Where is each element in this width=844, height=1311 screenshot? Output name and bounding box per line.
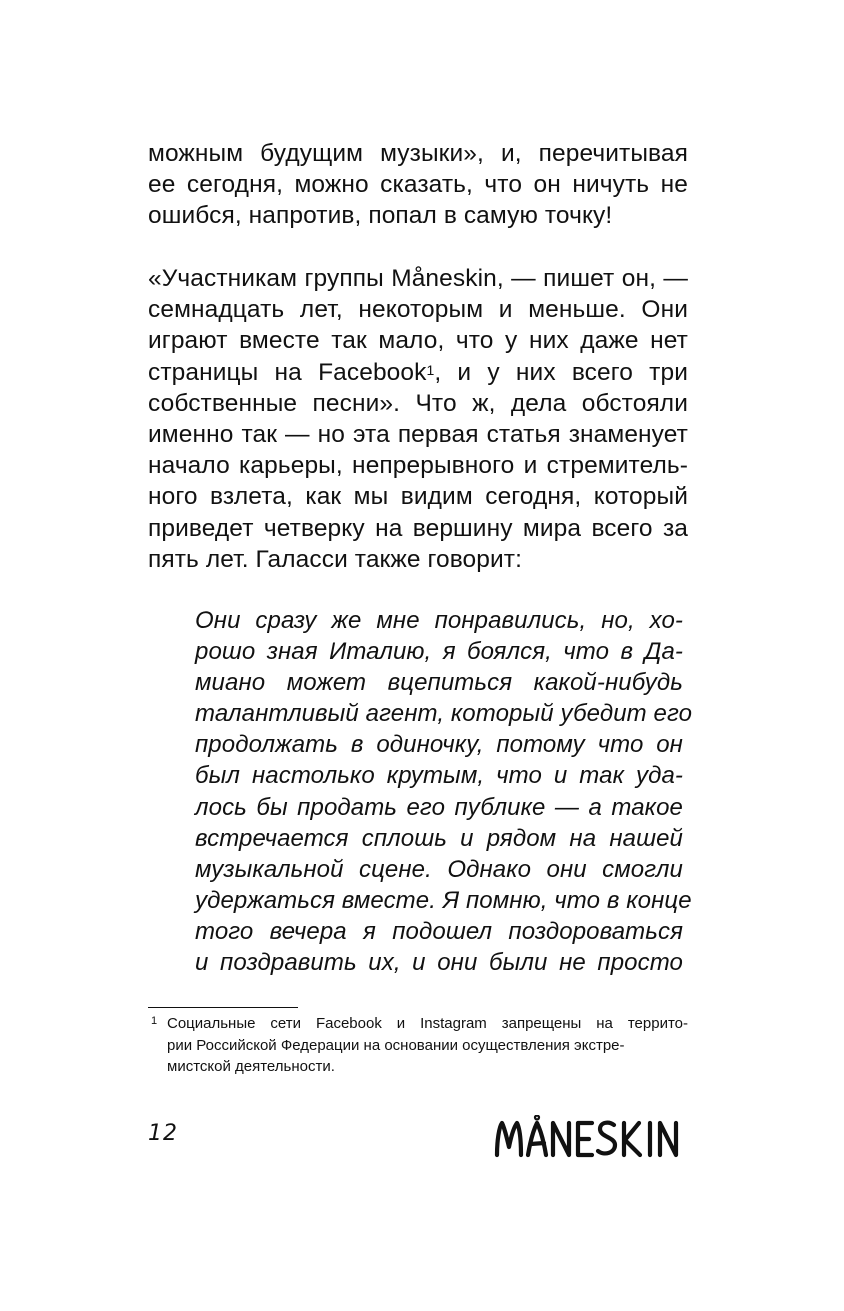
footnote-line [148, 1013, 688, 1035]
text-line: пять лет. Галасси также говорит: [148, 545, 523, 573]
footnote-line: мистской деятельности. [167, 1058, 335, 1075]
footnote-marker: 1 [151, 1015, 158, 1027]
quote-line: миано может вцепиться какой-нибудь [195, 669, 683, 697]
text-line: собственные песни». Что ж, дела обстояли [148, 389, 688, 417]
page-number: 12 [148, 1121, 178, 1146]
text-line: играют вместе так мало, что у них даже нет [148, 327, 688, 355]
text-line-with-footnote-ref [148, 357, 688, 388]
quote-line: лось бы продать его публике — а такое [195, 793, 683, 821]
quote-line: талантливый агент, который убедит его [195, 700, 693, 728]
footnote-line: рии Российской Федерации на основании осуществления экстре- [167, 1036, 625, 1054]
quote-line: и поздравить их, и они были не просто [195, 949, 683, 977]
block-quote [195, 605, 693, 978]
quote-line: Они сразу же мне понравились, но, хо- [195, 607, 683, 634]
quote-line: удержаться вместе. Я помню, что в конце [195, 886, 692, 914]
quote-line: музыкальной сцене. Однако они смогли [195, 855, 683, 883]
footnote-text: Социальные сети Facebook и Instagram запрещены на террито- [167, 1015, 688, 1032]
text-line: можным будущим музыки», и, перечитывая [148, 140, 688, 167]
footnote [148, 1013, 688, 1078]
text-line: начало карьеры, непрерывного и стремитель- [148, 452, 688, 480]
quote-line: был настолько крутым, что и так уда- [195, 762, 683, 790]
quote-line: того вечера я подошел поздороваться [195, 917, 683, 945]
maneskin-logo [494, 1115, 684, 1159]
text-line: ошибся, напротив, попал в самую точку! [148, 202, 613, 230]
body-paragraph-1 [148, 138, 688, 232]
text-line: семнадцать лет, некоторым и меньше. Они [148, 296, 688, 324]
text-line: именно так — но эта первая статья знаменует [148, 420, 688, 448]
text-line: ее сегодня, можно сказать, что он ничуть не [148, 171, 688, 199]
footnote-reference[interactable]: 1 [426, 361, 435, 378]
text-line: «Участникам группы Måneskin, — пишет он, — [148, 265, 688, 292]
body-paragraph-2 [148, 263, 688, 575]
quote-line: рошо зная Италию, я боялся, что в Да- [195, 638, 683, 666]
text-fragment: страницы на Facebook [148, 358, 427, 386]
text-line: ного взлета, как мы видим сегодня, который [148, 483, 688, 511]
footnote-separator [148, 1007, 298, 1008]
text-fragment: , и у них всего три [434, 358, 688, 386]
quote-line: продолжать в одиночку, потому что он [195, 731, 683, 759]
text-line: приведет четверку на вершину мира всего за [148, 514, 688, 542]
quote-line: встречается сплошь и рядом на нашей [195, 824, 683, 852]
